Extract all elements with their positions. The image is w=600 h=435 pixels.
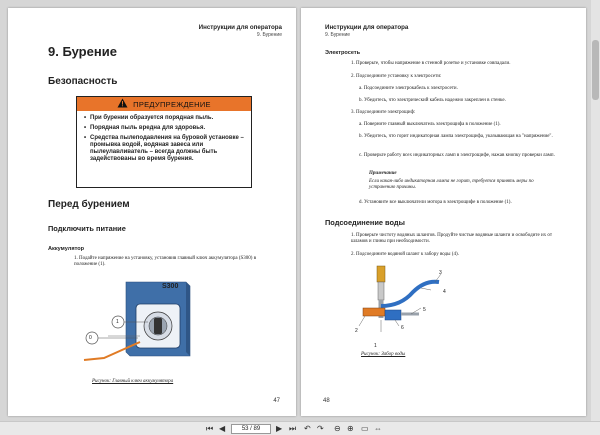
warning-list — [77, 111, 251, 169]
step-text: c. Проверьте работу всех индикаторных ламп в электрощифе, нажав кнопку проверки ламп. — [359, 153, 555, 158]
step-text: b. Убедитесь, что горит индикаторная лампа электрощифа, указывающая на "напряжение". — [359, 134, 553, 139]
subsection-title-electric: Электросеть — [325, 50, 361, 56]
next-page-icon[interactable]: ▶ — [276, 424, 283, 433]
warning-header — [77, 97, 251, 111]
step-text: 3. Подсоедините электрощиф: — [351, 110, 416, 115]
step-text: d. Установите все выключатели мотора в электрощифе в положение (1). — [359, 200, 512, 205]
step-text: 1. Проверьте чистоту водяных шлангов. Продуйте чистые водяные шланги и освободите их от шламов и глины при необходимости. — [351, 233, 553, 245]
figure-label-3: 3 — [439, 270, 442, 276]
scrollbar-thumb[interactable] — [592, 40, 599, 100]
right-page — [301, 8, 586, 416]
page-indicator[interactable]: 53 / 89 — [231, 424, 271, 434]
zoom-out-icon[interactable]: ⊖ — [334, 424, 341, 433]
warning-triangle-icon — [117, 98, 128, 110]
page-number: 47 — [273, 398, 280, 404]
warning-label: ПРЕДУПРЕЖДЕНИЕ — [133, 99, 211, 109]
step-text: a. Подсоедините электрокабель к электросети. — [359, 86, 458, 91]
fit-page-icon[interactable]: ▭ — [361, 424, 369, 433]
page-number: 48 — [323, 398, 330, 404]
step-text: 1. Подайте напряжение на установку, установив главный ключ аккумулятора (S300) в положение (1). — [74, 256, 257, 268]
subsection-title-power: Подключить питание — [48, 224, 126, 233]
section-title-safety: Безопасность — [48, 76, 118, 87]
figure-label-6: 6 — [401, 325, 404, 331]
step-text: 1. Проверьте, чтобы напряжение в стенной розетке и установке совпадали. — [351, 61, 511, 66]
last-page-icon[interactable]: ⏭ — [289, 424, 297, 433]
page-header-title: Инструкции для оператора — [325, 24, 409, 31]
figure-label-2: 2 — [355, 328, 358, 334]
first-page-icon[interactable]: ⏮ — [206, 424, 214, 433]
warning-item: • Средства пылеподавления на буровой установке – промывка водой, водяная завеса или пылеулавливатель – всегда должны быть задействованы во время бурения. — [84, 135, 246, 163]
step-text: 2. Подсоедините водяной шланг к забору воды (4). — [351, 252, 459, 257]
subsection-title-accumulator: Аккумулятор — [48, 246, 85, 252]
vertical-scrollbar[interactable] — [591, 0, 600, 421]
note-title: Примечание — [369, 171, 397, 176]
figure-label-4: 4 — [443, 289, 446, 295]
page-header-title: Инструкции для оператора — [198, 24, 282, 31]
water-intake-figure — [351, 262, 451, 348]
accumulator-key-figure — [78, 276, 208, 368]
figure-label-1: 1 — [116, 319, 119, 325]
figure-label-0: 0 — [89, 335, 92, 341]
section-title-water: Подсоединение воды — [325, 218, 405, 227]
step-text: a. Поверните главный выключатель электрощифа в положение (1). — [359, 122, 501, 127]
chapter-title: 9. Бурение — [48, 44, 117, 59]
page-header-subtitle: 9. Бурение — [325, 32, 351, 38]
warning-item: • При бурении образуется порядная пыль. — [84, 115, 246, 122]
warning-item: • Порядная пыль вредна для здоровья. — [84, 125, 246, 132]
viewer-toolbar — [0, 421, 600, 435]
figure-caption: Рисунок: Главный ключ аккумулятора — [92, 379, 174, 384]
figure-label-5: 5 — [423, 307, 426, 313]
note-text: Если какая-либо индикаторная лампа не горит, требуется принять меры по устранению причины. — [369, 179, 534, 191]
zoom-in-icon[interactable]: ⊕ — [347, 424, 354, 433]
back-icon[interactable]: ↶ — [304, 424, 311, 433]
left-page — [8, 8, 296, 416]
page-header-subtitle: 9. Бурение — [256, 32, 282, 38]
previous-page-icon[interactable]: ◀ — [219, 424, 226, 433]
figure-label-s300: S300 — [162, 283, 179, 290]
step-text: 2. Подсоедините установку к электросети: — [351, 74, 442, 79]
step-text: b. Убедитесь, что электрический кабель надежно закреплен в стенке. — [359, 98, 506, 103]
warning-box — [76, 96, 252, 188]
figure-label-1: 1 — [374, 343, 377, 349]
section-title-before-drilling: Перед бурением — [48, 199, 130, 210]
figure-caption: Рисунок: Забор воды — [361, 352, 406, 357]
fit-width-icon[interactable]: ⇔ — [374, 424, 382, 433]
forward-icon[interactable]: ↷ — [317, 424, 324, 433]
